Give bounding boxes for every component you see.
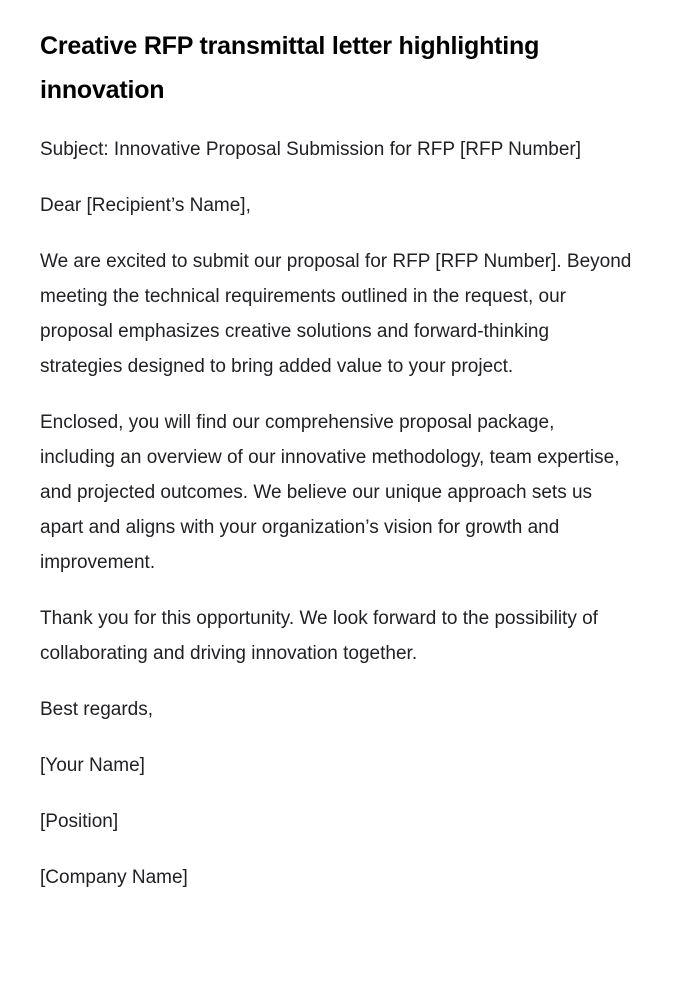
body-paragraph-2: Enclosed, you will find our comprehensive proposal package, including an overview of our innovative methodology, team expertise, and projected outcomes. We believe our unique approach sets us apart and aligns with your organization’s vision for growth and improvement. xyxy=(40,412,620,573)
closing-line: Best regards, xyxy=(40,699,153,720)
page-title: Creative RFP transmittal letter highlighting innovation xyxy=(40,32,540,104)
subject-line: Subject: Innovative Proposal Submission for RFP [RFP Number] xyxy=(40,139,582,160)
body-paragraph-3: Thank you for this opportunity. We look forward to the possibility of collaborating and driving innovation together. xyxy=(40,608,598,664)
salutation: Dear [Recipient’s Name], xyxy=(40,195,251,216)
body-paragraph-1: We are excited to submit our proposal for RFP [RFP Number]. Beyond meeting the technical requirements outlined in the request, our proposal emphasizes creative solutions and forward-thinking strategies designed to bring added value to your project. xyxy=(40,251,632,377)
signature-your-name: [Your Name] xyxy=(40,755,145,776)
signature-company: [Company Name] xyxy=(40,867,188,888)
signature-position: [Position] xyxy=(40,811,119,832)
